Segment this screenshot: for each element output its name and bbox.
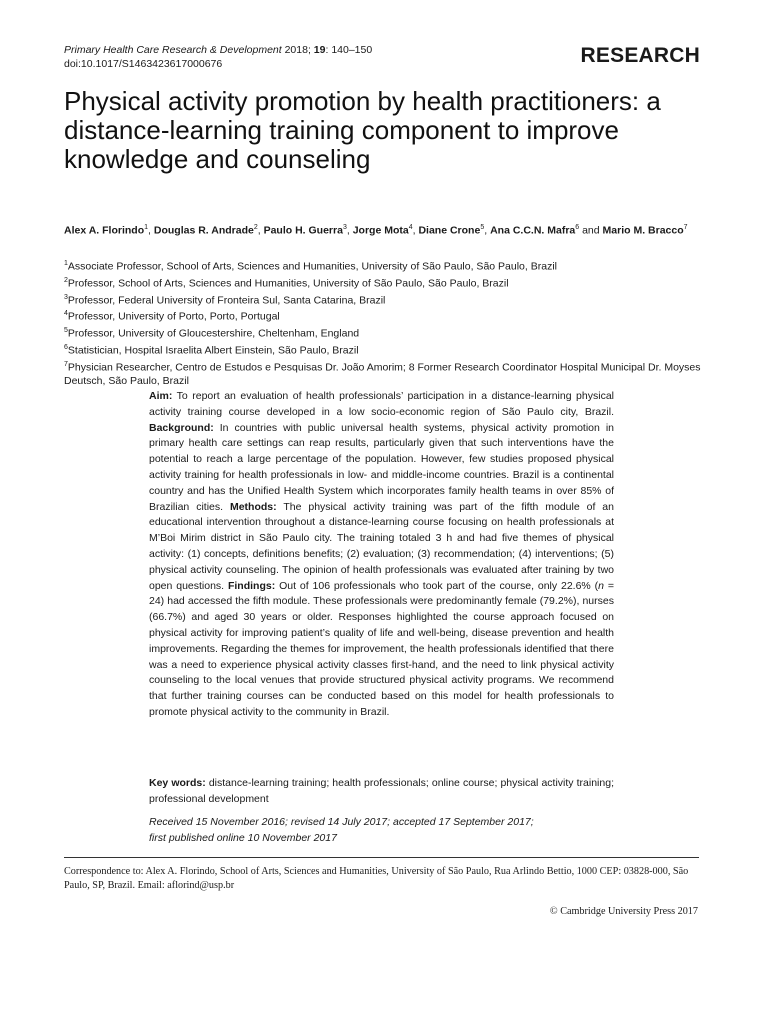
affiliation-number: 2 <box>64 276 68 284</box>
affiliation-number: 5 <box>64 327 68 335</box>
correspondence: Correspondence to: Alex A. Florindo, School of Arts, Sciences and Humanities, University of São Paulo, Rua Arlindo Bettio, 1000 CEP: 03828-000, São Paulo, SP, Brazil. Email: aflorind@usp.br <box>64 866 689 891</box>
affiliation-list <box>64 257 704 388</box>
doi[interactable]: doi:10.1017/S1463423617000676 <box>64 58 223 70</box>
affiliation-text: Professor, University of Porto, Porto, Portugal <box>67 310 280 323</box>
keywords-text: distance-learning training; health professionals; online course; physical activity training; professional development <box>149 777 614 805</box>
author-affiliation-number: 3 <box>342 224 347 231</box>
abstract-aim-text: To report an evaluation of health professionals’ participation in a distance-learning physical activity training course developed in a low socio-economic region of São Paulo city, Brazil. <box>149 390 614 418</box>
abstract-findings-text-1: Out of 106 professionals who took part of the course, only 22.6% ( <box>275 579 599 592</box>
author-name: Jorge Mota <box>352 224 409 237</box>
affiliation-text: Statistician, Hospital Israelita Albert Einstein, São Paulo, Brazil <box>67 344 359 357</box>
affiliation-item <box>64 341 704 358</box>
journal-citation <box>64 43 372 58</box>
footnote-rule <box>64 857 699 858</box>
abstract-methods-label: Methods: <box>229 500 277 513</box>
affiliation-text: Associate Professor, School of Arts, Sciences and Humanities, University of São Paulo, São Paulo, Brazil <box>67 260 557 273</box>
abstract-background-text: In countries with public universal health systems, physical activity promotion in primary health care settings can reap results, particularly given that such interventions have the potential to reach a large percentage of the population. However, few studies proposed physical activity training for health professionals in low- and middle-income countries. Brazil is a continental country and has the Unified Health System which incorporates family health teams in over 85% of Brazilian cities. <box>149 421 614 513</box>
journal-pages: : 140–150 <box>325 44 373 56</box>
author-separator: , <box>257 224 264 237</box>
affiliation-item <box>64 324 704 341</box>
author-list <box>64 221 704 238</box>
author-affiliation-number: 6 <box>575 224 580 231</box>
affiliation-item <box>64 257 704 274</box>
author-name: Ana C.C.N. Mafra <box>490 224 576 237</box>
author-affiliation-number: 4 <box>408 224 413 231</box>
journal-name: Primary Health Care Research & Development <box>64 44 282 56</box>
affiliation-item <box>64 291 704 308</box>
affiliation-number: 7 <box>64 360 68 368</box>
affiliation-item <box>64 358 704 388</box>
author-affiliation-number: 1 <box>144 224 149 231</box>
author-separator: and <box>579 224 603 237</box>
author-name: Douglas R. Andrade <box>153 224 254 237</box>
received-line-2: first published online 10 November 2017 <box>149 831 337 844</box>
received-dates <box>149 815 614 846</box>
author-separator: , <box>484 224 491 237</box>
received-line-1: Received 15 November 2016; revised 14 July 2017; accepted 17 September 2017; <box>149 816 534 828</box>
abstract-findings-n: n <box>598 579 604 592</box>
author-name: Alex A. Florindo <box>64 224 145 237</box>
abstract-findings-label: Findings: <box>227 579 276 592</box>
abstract-findings-text-2: = 24) had accessed the fifth module. These professionals were predominantly female (79.2%), nurses (66.7%) and aged 30 years or older. Responses highlighted the course approach focused on physical activity for improving patient’s quality of life and well-being, disease prevention and health improvements. Regarding the themes for improvement, the health professionals identified that there was a need to experience physical activity classes first-hand, and the need to link physical activity counseling to the local venues that provide structured physical activity programs. We recommend that further training courses can be conducted based on this model for health professionals to promote physical activity to the community in Brazil. <box>149 579 614 718</box>
copyright: © Cambridge University Press 2017 <box>549 906 698 917</box>
abstract-methods-text: The physical activity training was part of the fifth module of an educational intervention throughout a distance-learning course focusing on health professionals at M’Boi Mirim district in São Paulo city. The training totaled 3 h and had five themes of physical activity: (1) concepts, definitions benefits; (2) evaluation; (3) recommendation; (4) interventions; (5) physical activity counseling. The opinion of health professionals was evaluated after training by two open questions. <box>149 500 614 592</box>
affiliation-number: 1 <box>64 260 68 267</box>
affiliation-text: Professor, Federal University of Fronteira Sul, Santa Catarina, Brazil <box>67 294 386 307</box>
author-affiliation-number: 2 <box>253 224 258 231</box>
article-title: Physical activity promotion by health practitioners: a distance-learning training component to improve knowledge and counseling <box>64 86 661 174</box>
keywords-label: Key words: <box>149 777 206 789</box>
journal-year: 2018; <box>284 44 311 56</box>
affiliation-text: Professor, University of Gloucestershire, Cheltenham, England <box>67 327 360 340</box>
abstract-background-label: Background: <box>149 421 214 434</box>
author-name: Diane Crone <box>418 224 481 237</box>
author-separator: , <box>346 224 353 237</box>
author-name: Mario M. Bracco <box>602 224 684 237</box>
affiliation-number: 3 <box>64 293 68 301</box>
author-separator: , <box>148 224 154 237</box>
affiliation-text: Physician Researcher, Centro de Estudos e Pesquisas Dr. João Amorim; 8 Former Research Coordinator Hospital Municipal Dr. Moyses Deutsch, São Paulo, Brazil <box>64 361 701 387</box>
affiliation-item <box>64 307 704 324</box>
affiliation-text: Professor, School of Arts, Sciences and Humanities, University of São Paulo, São Paulo, Brazil <box>67 277 509 290</box>
affiliation-number: 6 <box>64 343 68 351</box>
affiliation-number: 4 <box>64 310 68 318</box>
author-separator: , <box>412 224 419 237</box>
author-affiliation-number: 5 <box>480 224 485 231</box>
abstract <box>149 389 614 721</box>
keywords <box>149 775 614 807</box>
journal-volume: 19 <box>313 44 326 56</box>
author-name: Paulo H. Guerra <box>263 224 343 237</box>
author-affiliation-number: 7 <box>683 224 688 231</box>
section-label: RESEARCH <box>580 44 700 67</box>
affiliation-item <box>64 274 704 291</box>
abstract-aim-label: Aim: <box>149 390 173 402</box>
